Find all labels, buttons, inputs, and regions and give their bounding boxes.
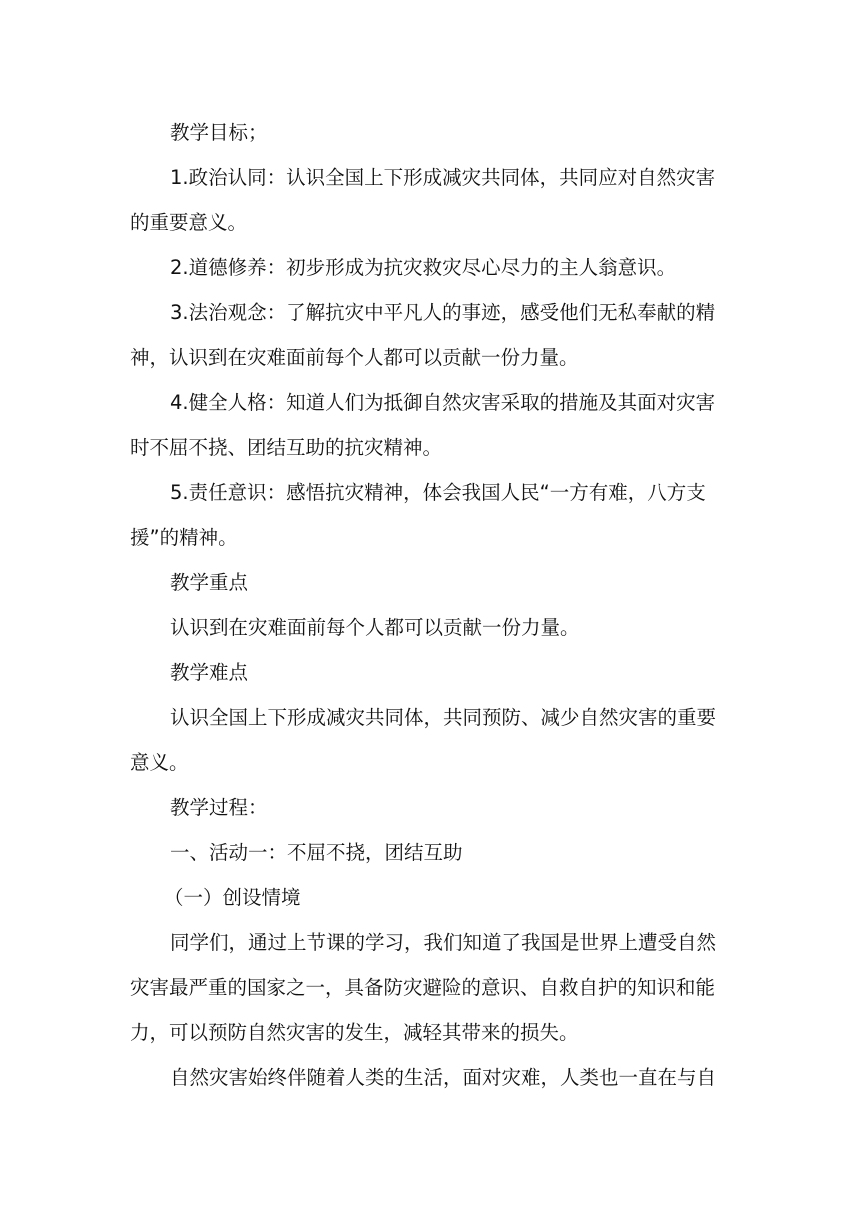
paragraph-line: 3.法治观念：了解抗灾中平凡人的事迹，感受他们无私奉献的精: [170, 301, 716, 324]
paragraph-line: 时不屈不挠、团结互助的抗灾精神。: [130, 436, 443, 459]
paragraph-line: 2.道德修养：初步形成为抗灾救灾尽心尽力的主人翁意识。: [170, 256, 677, 279]
document-body: [130, 110, 730, 1100]
paragraph-line: 的重要意义。: [130, 211, 248, 234]
paragraph-line: 认识到在灾难面前每个人都可以贡献一份力量。: [170, 616, 580, 639]
paragraph-line: 灾害最严重的国家之一，具备防灾避险的意识、自救自护的知识和能: [130, 976, 716, 999]
paragraph-line: 5.责任意识：感悟抗灾精神，体会我国人民“一方有难，八方支: [170, 481, 706, 504]
paragraph-line: 自然灾害始终伴随着人类的生活，面对灾难，人类也一直在与自: [170, 1066, 717, 1089]
paragraph-line: 1.政治认同：认识全国上下形成减灾共同体，共同应对自然灾害: [170, 166, 716, 189]
heading-teaching-goals: 教学目标；: [170, 121, 268, 144]
paragraph-line: 认识全国上下形成减灾共同体，共同预防、减少自然灾害的重要: [170, 706, 717, 729]
subsection-heading: （一）创设情境: [164, 886, 301, 909]
paragraph-line: 4.健全人格：知道人们为抵御自然灾害采取的措施及其面对灾害: [170, 391, 716, 414]
paragraph-line: 援”的精神。: [130, 526, 238, 549]
heading-teaching-focus: 教学重点: [170, 571, 249, 594]
paragraph-line: 同学们，通过上节课的学习，我们知道了我国是世界上遭受自然: [170, 931, 717, 954]
heading-teaching-difficulty: 教学难点: [170, 661, 249, 684]
paragraph-line: 意义。: [130, 751, 189, 774]
section-heading: 一、活动一：不屈不挠，团结互助: [170, 841, 463, 864]
paragraph-line: 神，认识到在灾难面前每个人都可以贡献一份力量。: [130, 346, 579, 369]
paragraph-line: 力，可以预防自然灾害的发生，减轻其带来的损失。: [130, 1021, 579, 1044]
heading-teaching-process: 教学过程：: [170, 796, 268, 819]
